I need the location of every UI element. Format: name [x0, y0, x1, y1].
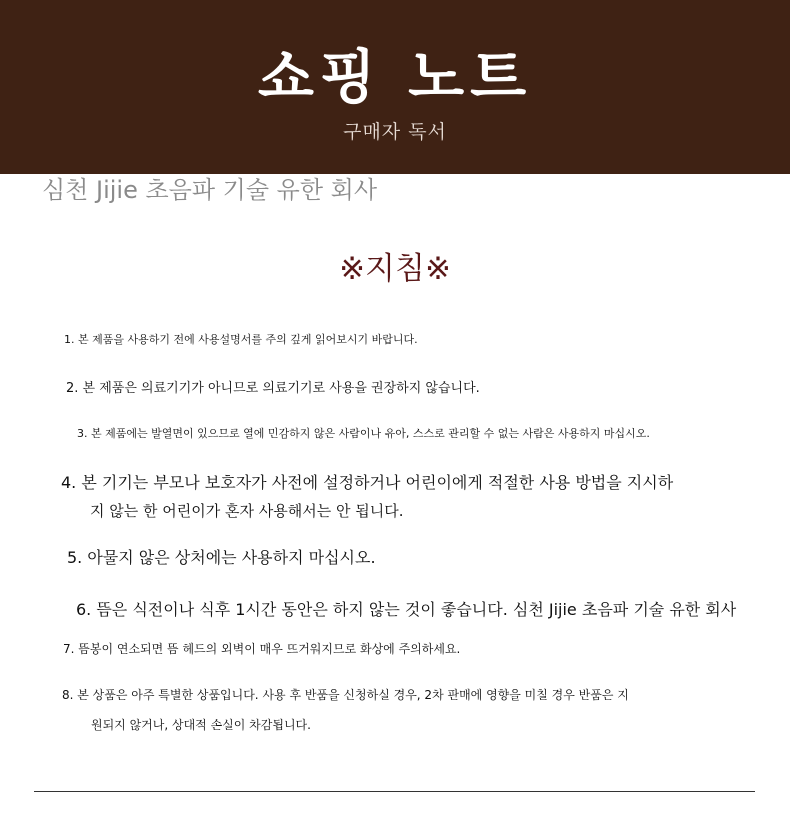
guide-item-6: 6. 뜸은 식전이나 식후 1시간 동안은 하지 않는 것이 좋습니다. 심천 Jijie 초음파 기술 유한 회사: [76, 600, 737, 619]
bottom-divider: [34, 791, 755, 792]
guide-heading: ※지침※: [339, 251, 451, 287]
page-subtitle: 구매자 독서: [343, 121, 447, 143]
guide-item-3: 3. 본 제품에는 발열면이 있으므로 열에 민감하지 않은 사람이나 유아, 스스로 관리할 수 없는 사람은 사용하지 마십시오.: [77, 427, 650, 440]
guide-item-8-line-1: 8. 본 상품은 아주 특별한 상품입니다. 사용 후 반품을 신청하실 경우, 2차 판매에 영향을 미칠 경우 반품은 지: [62, 688, 629, 702]
header-banner: [0, 0, 790, 174]
guide-item-1: 1. 본 제품을 사용하기 전에 사용설명서를 주의 깊게 읽어보시기 바랍니다.: [64, 333, 418, 346]
guide-item-4-line-2: 지 않는 한 어린이가 혼자 사용해서는 안 됩니다.: [90, 502, 404, 520]
guide-item-4-line-1: 4. 본 기기는 부모나 보호자가 사전에 설정하거나 어린이에게 적절한 사용 방법을 지시하: [61, 473, 674, 492]
company-name: 심천 Jijie 초음파 기술 유한 회사: [42, 176, 378, 204]
guide-item-7: 7. 뜸봉이 연소되면 뜸 헤드의 외벽이 매우 뜨거워지므로 화상에 주의하세요.: [63, 642, 461, 656]
guide-item-2: 2. 본 제품은 의료기기가 아니므로 의료기기로 사용을 권장하지 않습니다.: [66, 381, 480, 396]
guide-item-5: 5. 아물지 않은 상처에는 사용하지 마십시오.: [67, 548, 376, 567]
guide-item-8-line-2: 원되지 않거나, 상대적 손실이 차감됩니다.: [91, 718, 311, 732]
page-title: 쇼핑 노트: [257, 43, 533, 111]
